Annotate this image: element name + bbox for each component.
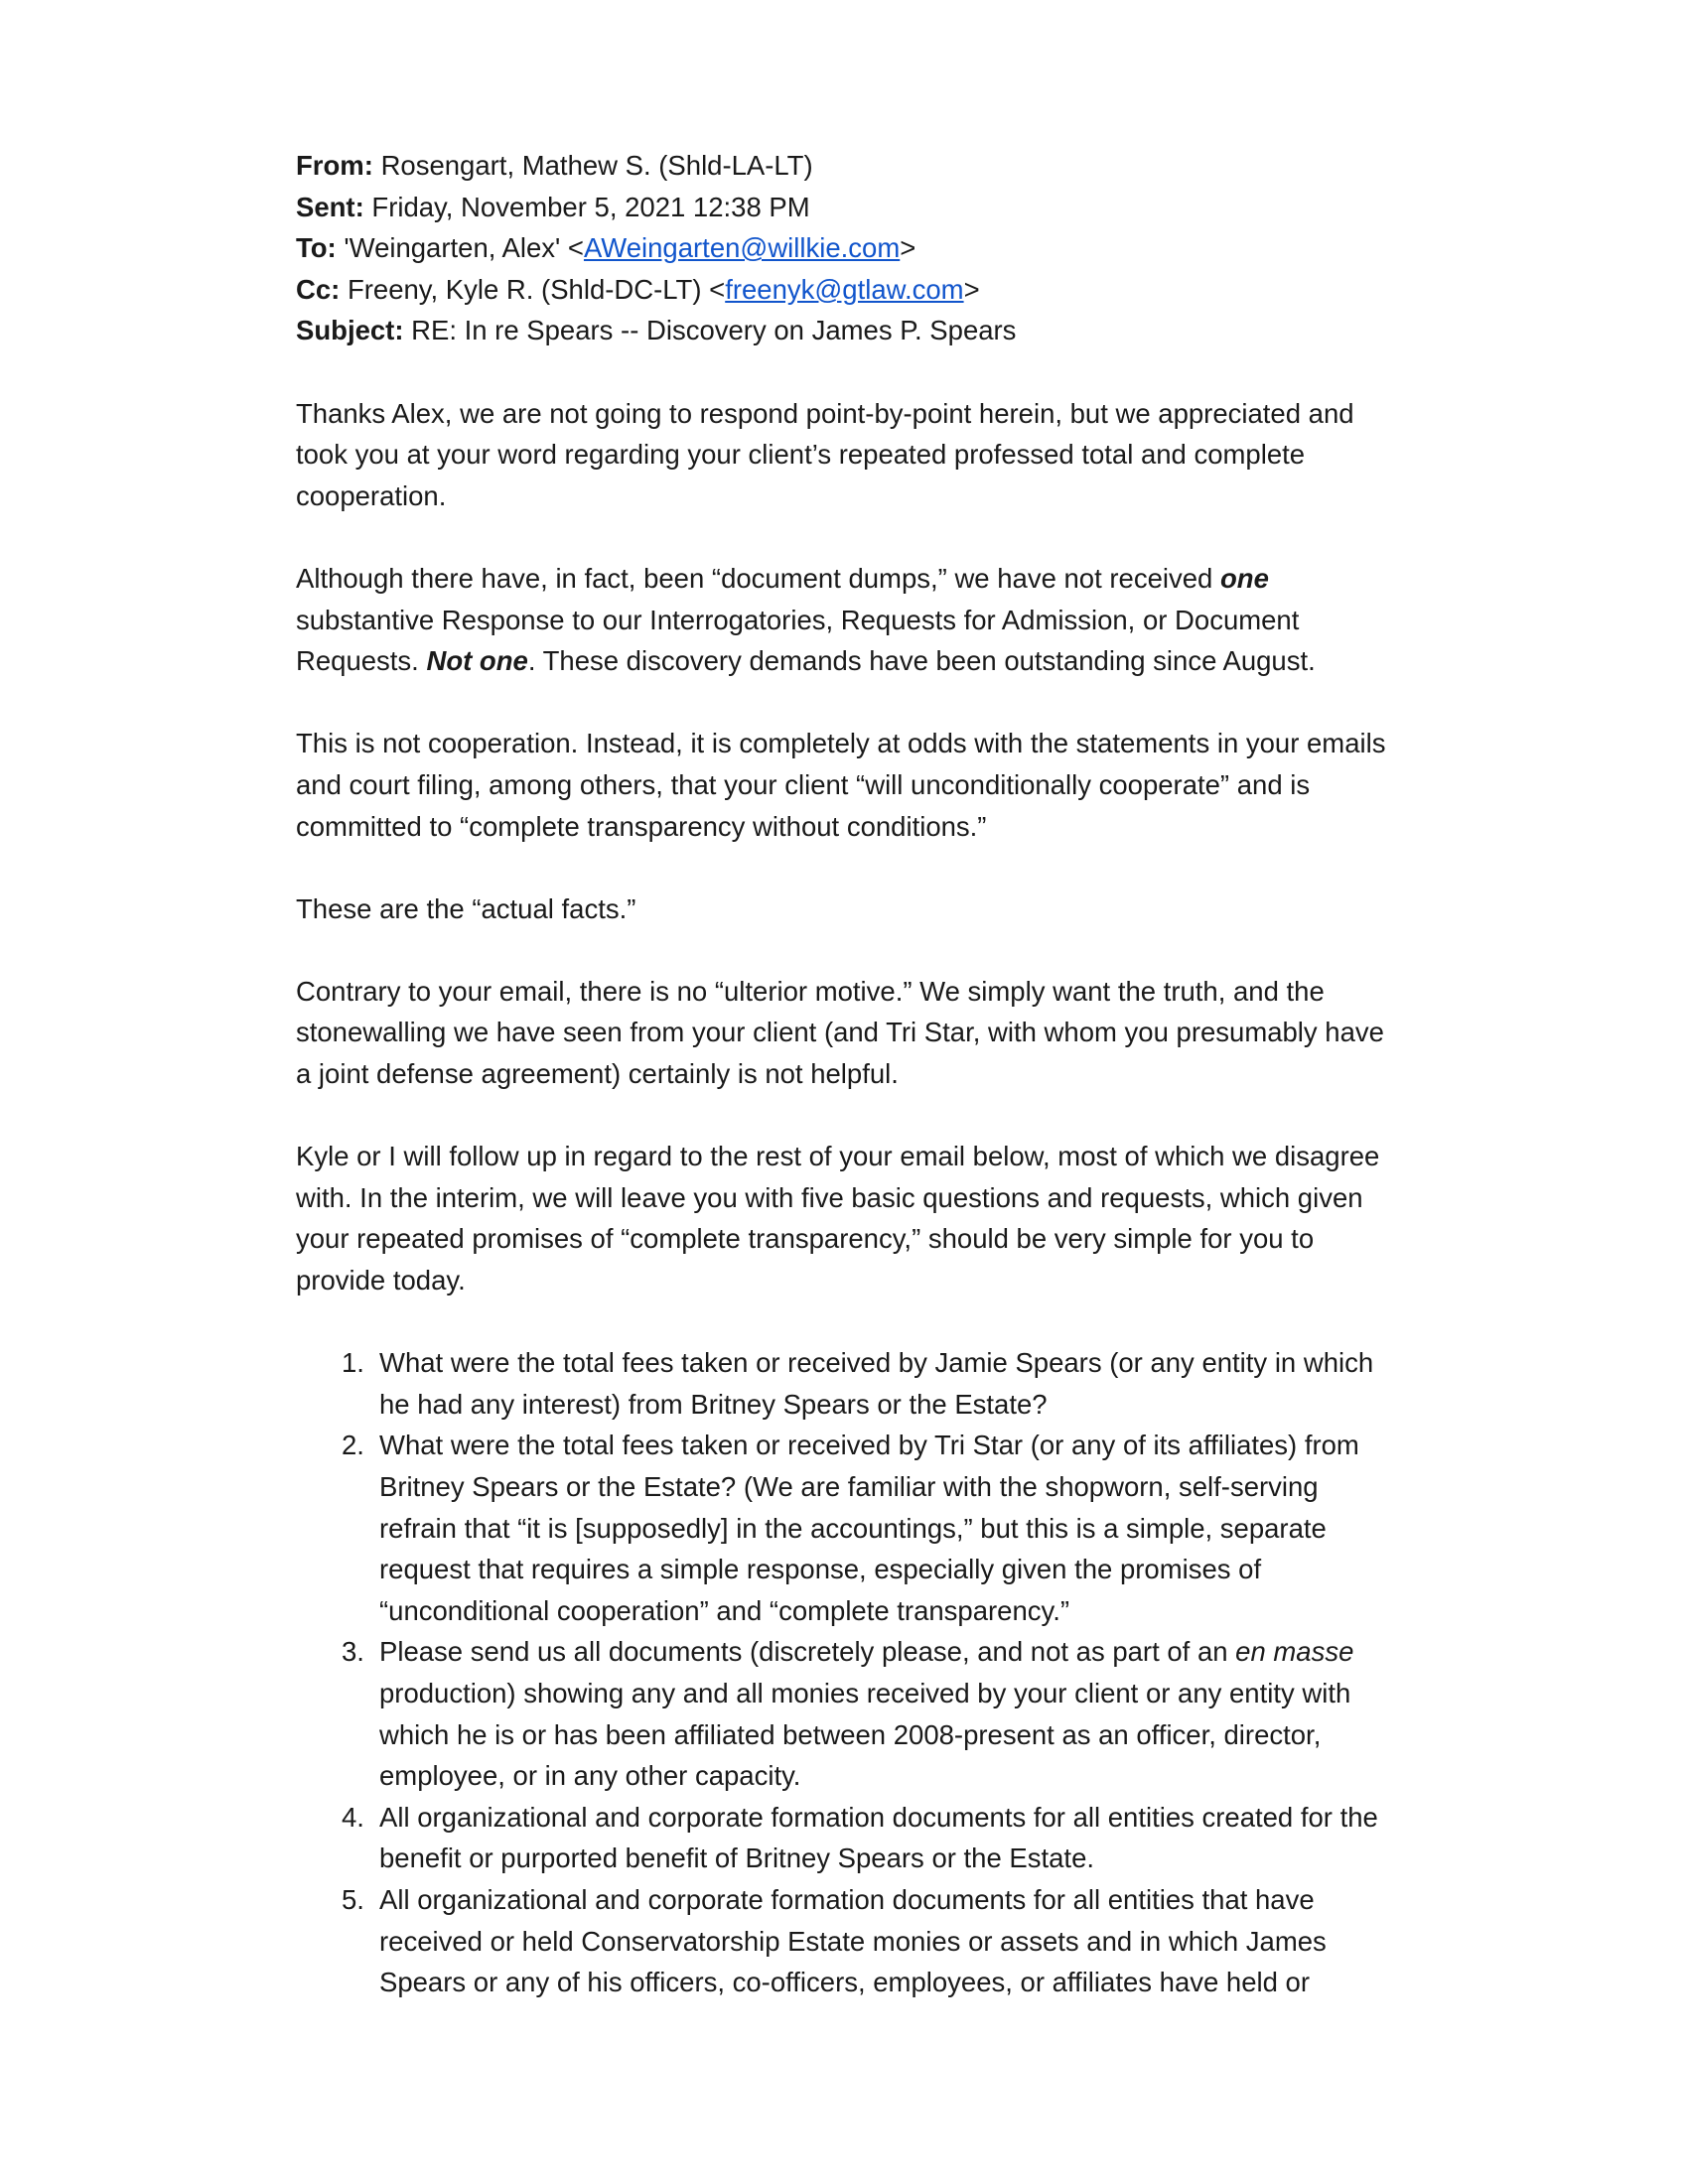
cc-close: > bbox=[963, 273, 980, 305]
sent-label: Sent: bbox=[296, 191, 364, 222]
list-item bbox=[296, 1425, 1398, 1631]
to-email-link[interactable]: AWeingarten@willkie.com bbox=[583, 232, 901, 264]
subject-label: Subject: bbox=[296, 315, 404, 346]
list-item-italic: en masse bbox=[1235, 1636, 1354, 1668]
subject-value: RE: In re Spears -- Discovery on James P. Spears bbox=[411, 315, 1017, 346]
list-item-text-a: Please send us all documents (discretely please, and not as part of an bbox=[379, 1636, 1236, 1668]
list-number: 3. bbox=[342, 1636, 364, 1668]
emphasis-not-one: Not one bbox=[426, 645, 528, 677]
list-item-text: All organizational and corporate formation documents for all entities created for the benefit or purported benefit of Britney Spears or the Estate. bbox=[379, 1801, 1378, 1874]
from-label: From: bbox=[296, 150, 373, 181]
header-to bbox=[296, 227, 1398, 269]
to-close: > bbox=[900, 232, 916, 264]
header-sent bbox=[296, 187, 1398, 228]
list-number: 4. bbox=[342, 1801, 364, 1833]
emphasis-one: one bbox=[1219, 562, 1269, 594]
email-header bbox=[296, 145, 1398, 351]
cc-email-link[interactable]: freenyk@gtlaw.com bbox=[725, 273, 964, 305]
list-item bbox=[296, 1879, 1398, 2003]
list-item bbox=[296, 1797, 1398, 1879]
paragraph-5: Contrary to your email, there is no “ulterior motive.” We simply want the truth, and the stonewalling we have seen from your client (and Tri Star, with whom you presumably have a joint defense agreement) certainly is not helpful. bbox=[296, 975, 1384, 1090]
list-number: 2. bbox=[342, 1430, 364, 1461]
header-from bbox=[296, 145, 1398, 187]
list-item bbox=[296, 1631, 1398, 1796]
paragraph-2-part-b: substantive Response to our Interrogatories, Requests for Admission, or Document Requests. bbox=[296, 604, 1300, 677]
paragraph-3: This is not cooperation. Instead, it is completely at odds with the statements in your emails and court filing, among others, that your client “will unconditionally cooperate” and is committed to “complete transparency without conditions.” bbox=[296, 728, 1386, 842]
list-item-text: What were the total fees taken or received by Jamie Spears (or any entity in which he had any interest) from Britney Spears or the Estate? bbox=[379, 1347, 1374, 1420]
paragraph-6: Kyle or I will follow up in regard to the rest of your email below, most of which we disagree with. In the interim, we will leave you with five basic questions and requests, which given your repeated promises of “complete transparency,” should be very simple for you to provide today. bbox=[296, 1141, 1380, 1297]
to-label: To: bbox=[296, 232, 337, 264]
cc-name: Freeny, Kyle R. (Shld-DC-LT) < bbox=[347, 273, 726, 305]
list-number: 1. bbox=[342, 1347, 364, 1379]
to-name: 'Weingarten, Alex' < bbox=[344, 232, 584, 264]
header-subject bbox=[296, 310, 1398, 351]
list-item bbox=[296, 1342, 1398, 1425]
requests-list bbox=[296, 1342, 1398, 2003]
list-item-text-b: production) showing any and all monies received by your client or any entity with which he is or has been affiliated between 2008-present as an officer, director, employee, or in any other capacity. bbox=[379, 1677, 1351, 1792]
email-content bbox=[296, 145, 1398, 2003]
list-item-text: What were the total fees taken or received by Tri Star (or any of its affiliates) from Britney Spears or the Estate? (We are familiar with the shopworn, self-serving refrain that “it is [supposedly] in the accountings,” but this is a simple, separate request that requires a simple response, especially given the promises of “unconditional cooperation” and “complete transparency.” bbox=[379, 1430, 1359, 1626]
cc-label: Cc: bbox=[296, 273, 341, 305]
paragraph-2-part-c: . These discovery demands have been outstanding since August. bbox=[527, 645, 1316, 677]
list-number: 5. bbox=[342, 1883, 364, 1915]
sent-value: Friday, November 5, 2021 12:38 PM bbox=[371, 191, 810, 222]
paragraph-4: These are the “actual facts.” bbox=[296, 892, 636, 924]
list-item-text: All organizational and corporate formation documents for all entities that have received or held Conservatorship Estate monies or assets and in which James Spears or any of his officers, co-officers, employees, or affiliates have held or bbox=[379, 1883, 1327, 1998]
paragraph-2 bbox=[296, 558, 1398, 682]
paragraph-1: Thanks Alex, we are not going to respond point-by-point herein, but we appreciated and took you at your word regarding your client’s repeated professed total and complete cooperation. bbox=[296, 397, 1354, 511]
paragraph-2-part-a: Although there have, in fact, been “document dumps,” we have not received bbox=[296, 562, 1220, 594]
from-value: Rosengart, Mathew S. (Shld-LA-LT) bbox=[380, 150, 813, 181]
header-cc bbox=[296, 269, 1398, 311]
